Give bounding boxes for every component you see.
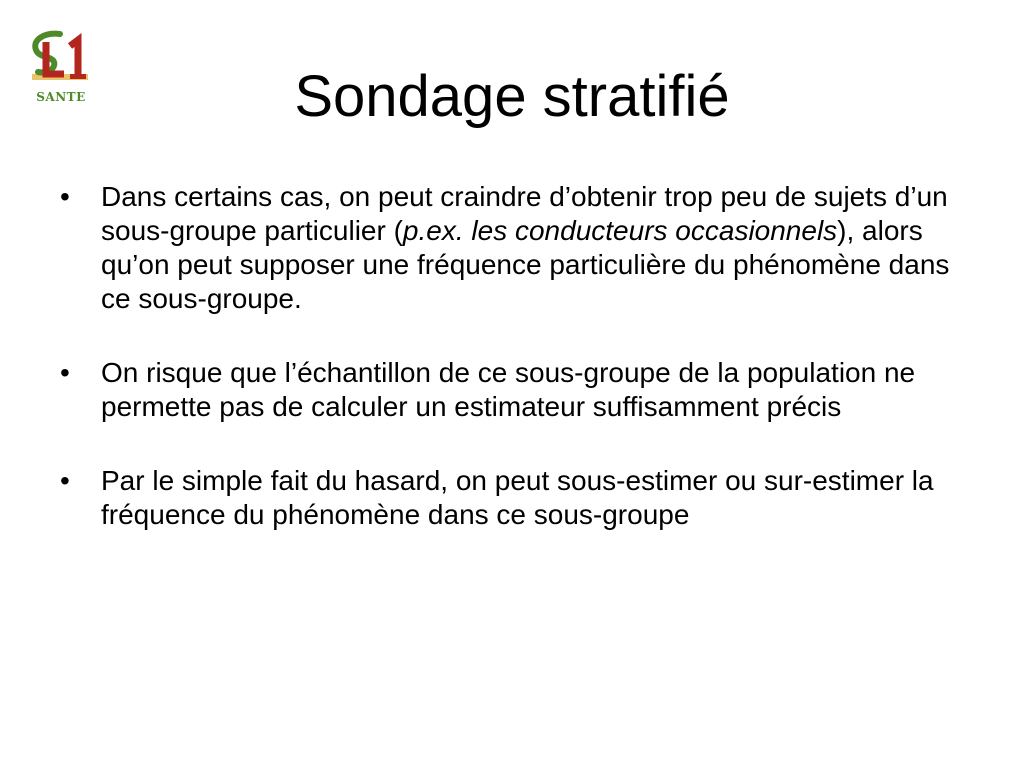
bullet-item-3	[60, 464, 970, 532]
bullet-text	[101, 181, 949, 314]
bullet-text: On risque que l’échantillon de ce sous-groupe de la population ne permette pas de calculer un estimateur suffisamment précis	[101, 357, 916, 422]
bullet-text-part: Dans certains cas, on peut craindre d’obtenir trop peu de sujets d’un sous-groupe particulier (	[101, 181, 948, 246]
bullet-text: Par le simple fait du hasard, on peut sous-estimer ou sur-estimer la fréquence du phénomène dans ce sous-groupe	[101, 465, 934, 530]
bullet-icon: •	[60, 357, 70, 388]
bullet-item-1	[60, 180, 970, 316]
bullet-emphasis: p.ex. les conducteurs occasionnels	[402, 215, 838, 246]
bullet-list	[60, 180, 970, 532]
bullet-item-2	[60, 356, 970, 424]
bullet-icon: •	[60, 465, 70, 496]
logo-caption: SANTE	[36, 90, 86, 104]
bullet-text-part: ), alors qu’on peut supposer une fréquence particulière du phénomène dans ce sous-groupe.	[101, 215, 950, 314]
slide-title: Sondage stratifié	[294, 64, 730, 129]
bullet-icon: •	[60, 181, 70, 212]
